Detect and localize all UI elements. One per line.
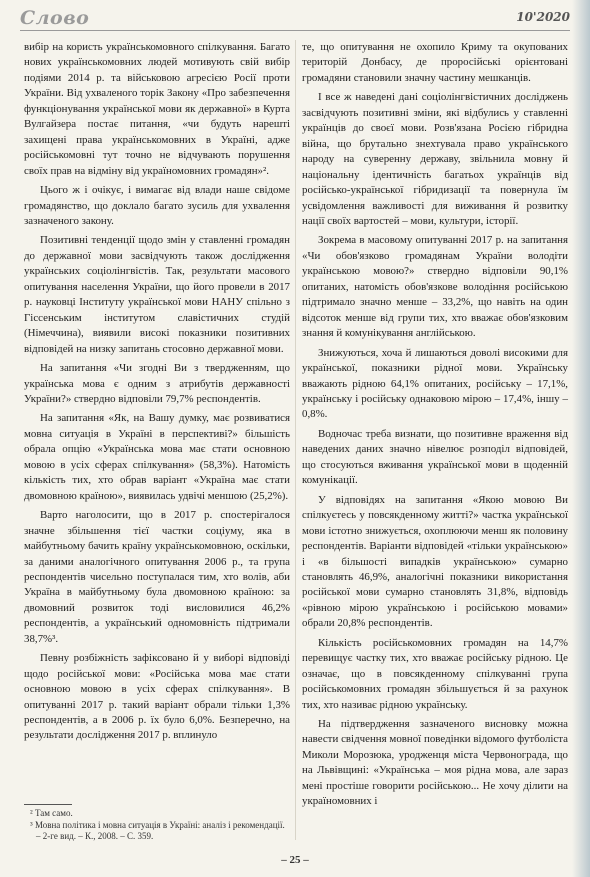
paragraph: Цього ж і очікує, і вимагає від влади наше свідоме громадянство, що доклало багато зусиль для ухвалення зазначеного закону. [24, 184, 290, 227]
footnote: ² Там само. [30, 808, 73, 818]
footnote-rule [24, 804, 72, 805]
paragraph: Варто наголосити, що в 2017 р. спостерігалося значне збільшення тієї частки соціуму, яка в майбутньому бачить країну українськомовною, оскільки, за даними аналогічного опитування 2006 р., та група респондентів чисельно поступалася тим, хто волів, аби Україна в майбутньому була двомовною країною: за двомовний розвиток тоді висловилися 46,2% респондентів, а український одномовність підтримали 38,7%³. [24, 509, 290, 645]
paragraph: те, що опитування не охопило Криму та окупованих територій Донбасу, де проросійські орієнтовані громадяни становили значну частину мешканців. [302, 41, 568, 84]
paragraph: На підтвердження зазначеного висновку можна навести свідчення мовної поведінки відомого футболіста Миколи Морозюка, уродженця міста Червонограда, що на Львівщині: «Українська – моя рідна мова, але зараз мені простіше говорити російською... Не хочу ділити на україномовних і [302, 718, 568, 808]
issue-number: 10'2020 [516, 10, 570, 24]
left-column [24, 40, 290, 748]
page-number: – 25 – [281, 854, 309, 866]
page-edge-shadow [572, 0, 590, 877]
right-column [302, 40, 568, 814]
paragraph: вибір на користь українськомовного спілкування. Багато нових українськомовних людей мотивують свій вибір подіями 2014 р. та військовою агресією Росії проти України. Від ухваленого торік Закону «Про забезпечення функціонування української мови як державної» в Курта Вулгайзера постає питання, «чи будуть нарешті захищені права українськомовних в Україні, адже російськомовні тут точно не відчувають порушення своїх прав на відміну від україномовних громадян»². [24, 41, 290, 177]
paragraph: Певну розбіжність зафіксовано й у виборі відповіді щодо російської мови: «Російська мова має стати основною мовою в усіх сферах спілкування». В опитуванні 2017 р. такий варіант обрали тільки 1,3% респондентів, а в 2006 р. їх було 6,0%. Безперечно, на результати дослідження 2017 р. вплинуло [24, 652, 290, 742]
paragraph: Зокрема в масовому опитуванні 2017 р. на запитання «Чи обов'язково громадянам України володіти українською мовою?» ствердно відповіли 90,1% опитаних, натомість обов'язкове володіння російською підтримало значно менше – 33,2%, що навіть на один відсоток менше від групи тих, хто вважає обов'язковим знання й комунікування англійською. [302, 234, 568, 340]
paragraph: І все ж наведені дані соціолінгвістичних досліджень засвідчують позитивні зміни, які відбулись у ставленні українців до своєї мови. Розв'язана Росією гібридна війна, що брутально знехтувала право українського народу на суверенну державу, звільнила мовну й національну ідентичність багатьох українців від російсько-української гібридизації та повернула їм усвідомлення важливості для виживання й розвитку нації своїх вартостей – мови, культури, історії. [302, 91, 568, 227]
paragraph: Кількість російськомовних громадян на 14,7% перевищує частку тих, хто вважає російську рідною. Це означає, що в повсякденному спілкуванні група російськомовних громадян збільшується й за рахунок тих, хто називає рідною українську. [302, 636, 568, 711]
page-header [20, 8, 570, 31]
paragraph: Знижуються, хоча й лишаються доволі високими для української, показники рідної мови. Українську вважають рідною 64,1% опитаних, російську – 17,1%, українську і російську однаковою мірою – 17,4%, іншу – 0,8%. [302, 346, 568, 421]
paragraph: На запитання «Чи згодні Ви з твердженням, що українська мова є одним з атрибутів державності України?» ствердно відповіли 79,7% респондентів. [24, 362, 290, 405]
footnotes [24, 808, 290, 843]
paragraph: Водночас треба визнати, що позитивне враження від наведених даних значно нівелює розподіл відповідей, що стосуються вживання української мови в щоденній комунікації. [302, 427, 568, 487]
paragraph: У відповідях на запитання «Якою мовою Ви спілкуєтесь у повсякденному житті?» частка української мови істотно знижується, охоплюючи менш як половину респондентів. Варіанти відповідей «тільки українською» і «в більшості випадків українською» сумарно становлять 46,9%, аналогічні показники використання російської мови сумарно становлять 31,8%, відповідь «рівною мірою українською і російською мовами» обрали 20,8% респондентів. [302, 493, 568, 630]
magazine-logo: Слово [20, 7, 90, 29]
paragraph: На запитання «Як, на Вашу думку, має розвиватися мовна ситуація в Україні в перспективі?» більшість обрала опцію «Українська мова має стати основною мовою в усіх сферах спілкування» (58,3%). Натомість кількість тих, хто обрав варіант «Україна має стати двомовною країною», виявилась удвічі меншою (25,2%). [24, 412, 290, 502]
paragraph: Позитивні тенденції щодо змін у ставленні громадян до державної мови засвідчують також дослідження українських соціолінгвістів. Так, результати масового опитування населення України, що його провели в 2017 р. науковці Інституту української мови НАНУ спільно з Гіссенським інститутом славістичних студій (Німеччина), виявили високі показники позитивних відповідей на низку запитань стосовно державної мови. [24, 234, 290, 355]
footnote: ³ Мовна політика і мовна ситуація в Україні: аналіз і рекомендації. – 2-ге вид. – К., 2008. – С. 359. [30, 819, 285, 841]
column-divider [295, 40, 296, 840]
